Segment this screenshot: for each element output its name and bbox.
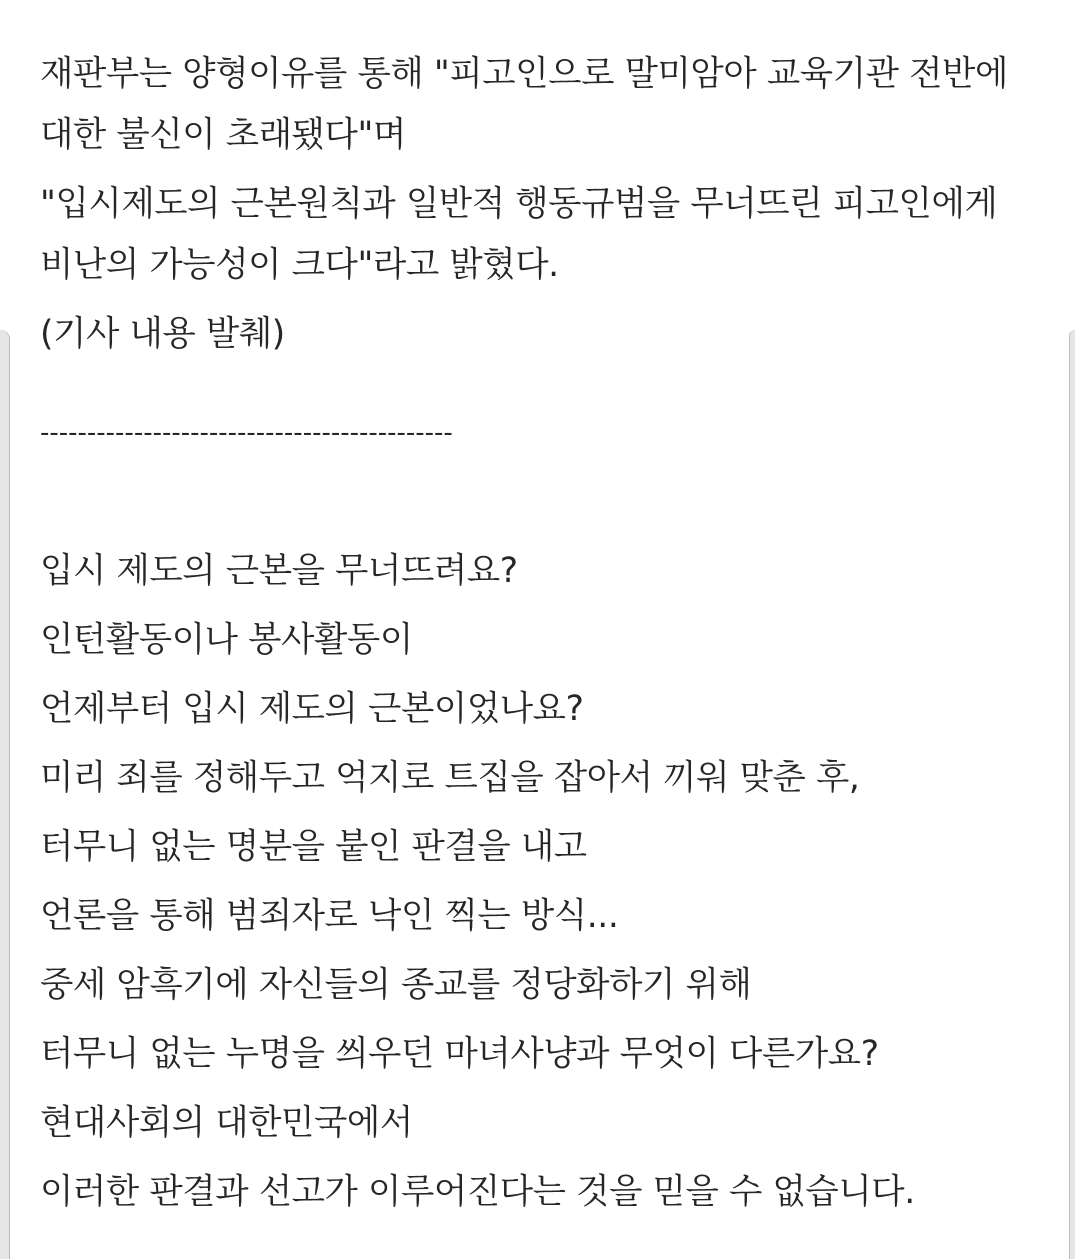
comment-line: 미리 죄를 정해두고 억지로 트집을 잡아서 끼워 맞춘 후,	[40, 758, 860, 798]
comment-line: 언론을 통해 범죄자로 낙인 찍는 방식...	[40, 896, 619, 936]
article-quote-2: "입시제도의 근본원칙과 일반적 행동규범을 무너뜨린 피고인에게 비난의 가능성이 크다"라고 밝혔다.	[40, 184, 998, 285]
comment-line: 터무니 없는 누명을 씌우던 마녀사냥과 무엇이 다른가요?	[40, 1034, 879, 1074]
comment-block	[40, 541, 1040, 1223]
panel-right-edge	[1069, 330, 1075, 1259]
article-quote-1: 재판부는 양형이유를 통해 "피고인으로 말미암아 교육기관 전반에 대한 불신이 초래됐다"며	[40, 54, 1008, 155]
article-source-note: (기사 내용 발췌)	[40, 314, 285, 354]
comment-line: 이러한 판결과 선고가 이루어진다는 것을 믿을 수 없습니다.	[40, 1172, 915, 1212]
comment-line: 언제부터 입시 제도의 근본이었나요?	[40, 689, 584, 729]
comment-line: 인턴활동이나 봉사활동이	[40, 620, 413, 660]
spacer	[40, 373, 1040, 413]
comment-line: 현대사회의 대한민국에서	[40, 1103, 413, 1143]
comment-line: 터무니 없는 명분을 붙인 판결을 내고	[40, 827, 587, 867]
divider-line: --------------------------------------------	[40, 418, 453, 448]
post-body	[40, 44, 1040, 1231]
panel-left-edge	[0, 330, 10, 1259]
comment-line: 중세 암흑기에 자신들의 종교를 정당화하기 위해	[40, 965, 752, 1005]
spacer	[40, 453, 1040, 541]
comment-line: 입시 제도의 근본을 무너뜨려요?	[40, 551, 518, 591]
